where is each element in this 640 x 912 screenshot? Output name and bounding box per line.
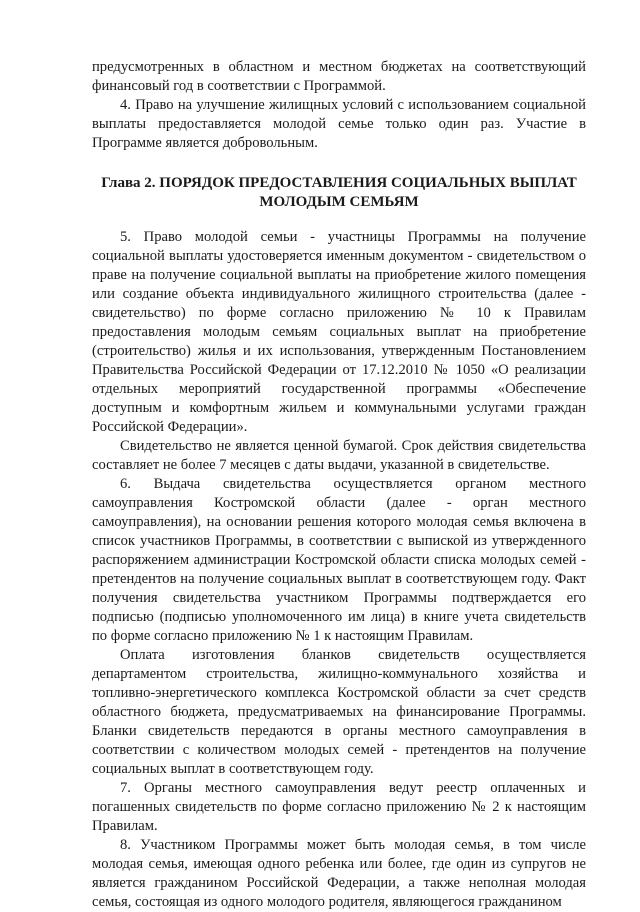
paragraph-certificate-validity: Свидетельство не является ценной бумагой. Срок действия свидетельства составляет не более 7 месяцев с даты выдачи, указанной в свидетельстве. bbox=[92, 438, 586, 473]
chapter-heading bbox=[92, 174, 586, 212]
paragraph-blank-payment: Оплата изготовления бланков свидетельств осуществляется департаментом строительства, жилищно-коммунального хозяйства и топливно-энергетического комплекса Костромской области за счет средств областного бюджета, предусматриваемых на финансирование Программы. Бланки свидетельств передаются в органы местного самоуправления в соответствии с количеством молодых семей - претендентов на получение социальных выплат в соответствующем году. bbox=[92, 647, 586, 777]
paragraph-5: 5. Право молодой семьи - участницы Программы на получение социальной выплаты удостоверяется именным документом - свидетельством о праве на получение социальной выплаты на приобретение жилого помещения или создание объекта индивидуального жилищного строительства (далее - свидетельство) по форме согласно приложению № 10 к Правилам предоставления молодым семьям социальных выплат на приобретение (строительство) жилья и их использования, утвержденным Постановлением Правительства Российской Федерации от 17.12.2010 № 1050 «О реализации отдельных мероприятий государственной программы «Обеспечение доступным и комфортным жильем и коммунальными услугами граждан Российской Федерации». bbox=[92, 229, 586, 435]
paragraph-continuation: предусмотренных в областном и местном бюджетах на соответствующий финансовый год в соответствии с Программой. bbox=[92, 59, 586, 94]
paragraph-6: 6. Выдача свидетельства осуществляется органом местного самоуправления Костромской области (далее - орган местного самоуправления), на основании решения которого молодая семья включена в список участников Программы, в соответствии с выпиской из утвержденного распоряжением администрации Костромской области списка молодых семей - претендентов на получение социальных выплат в соответствующем году. Факт получения свидетельства участником Программы подтверждается его подписью (подписью уполномоченного им лица) в книге учета свидетельств по форме согласно приложению № 1 к настоящим Правилам. bbox=[92, 476, 586, 644]
chapter-title-line-2: МОЛОДЫМ СЕМЬЯМ bbox=[259, 194, 419, 210]
paragraph-7: 7. Органы местного самоуправления ведут реестр оплаченных и погашенных свидетельств по форме согласно приложению № 2 к настоящим Правилам. bbox=[92, 780, 586, 834]
document-page bbox=[92, 58, 586, 912]
chapter-title-line-1: Глава 2. ПОРЯДОК ПРЕДОСТАВЛЕНИЯ СОЦИАЛЬНЫХ ВЫПЛАТ bbox=[101, 175, 577, 191]
paragraph-8: 8. Участником Программы может быть молодая семья, в том числе молодая семья, имеющая одного ребенка или более, где один из супругов не является гражданином Российской Федерации, а также неполная молодая семья, состоящая из одного молодого родителя, являющегося гражданином bbox=[92, 837, 586, 910]
paragraph-4: 4. Право на улучшение жилищных условий с использованием социальной выплаты предоставляется молодой семье только один раз. Участие в Программе является добровольным. bbox=[92, 97, 586, 151]
